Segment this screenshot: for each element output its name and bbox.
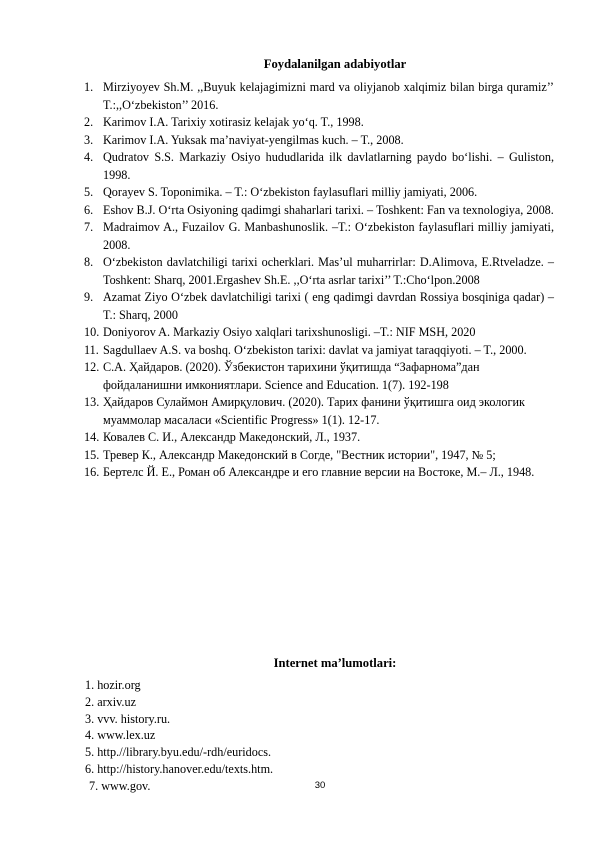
internet-source-item: 5. http.//library.byu.edu/-rdh/euridocs. <box>85 745 272 760</box>
bibliography-item-text: С.А. Ҳайдаров. (2020). Ўзбекистон тарихини ўқитишда “Зафарнома”дан фойдаланишни имкониятлари. Science and Education. 1(7). 192-198 <box>103 360 480 392</box>
bibliography-item-number: 5. <box>84 185 94 199</box>
bibliography-item-number: 9. <box>84 290 94 304</box>
bibliography-item <box>84 132 554 150</box>
bibliography-item <box>84 219 554 254</box>
internet-source-item: 6. http://history.hanover.edu/texts.htm. <box>85 761 274 776</box>
bibliography-item <box>84 184 554 202</box>
bibliography-item-number: 11. <box>84 342 99 357</box>
bibliography-item <box>84 394 554 429</box>
internet-source-item: 4. www.lex.uz <box>85 728 156 743</box>
bibliography-item <box>84 464 554 482</box>
bibliography-item-number: 1. <box>84 80 94 94</box>
bibliography-item-number: 16. <box>84 465 100 479</box>
bibliography-item-number: 3. <box>84 132 94 147</box>
bibliography-item <box>84 289 554 324</box>
bibliography-item-text: Mirziyoyev Sh.M. ,,Buyuk kelajagimizni mard va oliyjanob xalqimiz bilan birga quramiz’’ T.:,,O‘zbekiston’’ 2016. <box>103 80 554 112</box>
bibliography-item-text: Бертелс Й. Е., Роман об Александре и его главние версии на Востоке, М.– Л., 1948. <box>103 465 535 479</box>
bibliography-item-number: 2. <box>84 115 94 129</box>
bibliography-item-text: Azamat Ziyo O‘zbek davlatchiligi tarixi ( eng qadimgi davrdan Rossiya bosqiniga qadar) –T.: Sharq, 2000 <box>103 290 554 322</box>
bibliography-item-number: 12. <box>84 360 100 374</box>
bibliography-item <box>84 342 554 360</box>
bibliography-item-text: Eshov B.J. O‘rta Osiyoning qadimgi shaharlari tarixi. – Toshkent: Fan va texnologiya, 2008. <box>103 202 554 217</box>
bibliography-item-number: 4. <box>84 150 94 164</box>
bibliography-item-text: Qudratov S.S. Markaziy Osiyo hududlarida ilk davlatlarning paydo bo‘lishi. – Guliston, 1998. <box>103 150 554 182</box>
bibliography-item-text: Karimov I.A. Yuksak ma’naviyat-yengilmas kuch. – T., 2008. <box>103 132 404 147</box>
bibliography-item-text: O‘zbekiston davlatchiligi tarixi ocherklari. Mas’ul muharrirlar: D.Alimova, E.Rtveladze. – Toshkent: Sharq, 2001.Ergashev Sh.E. ,,O‘rta asrlar tarixi’’ T.:Cho‘lpon.2008 <box>103 255 554 287</box>
bibliography-item-number: 15. <box>84 447 100 462</box>
internet-source-item: 7. www.gov. <box>89 778 151 793</box>
internet-sources-heading: Internet ma’lumotlari: <box>273 656 397 670</box>
internet-source-item: 1. hozir.org <box>85 678 141 692</box>
bibliography-item-number: 6. <box>84 202 94 217</box>
internet-source-item: 3. vvv. history.ru. <box>85 711 171 726</box>
bibliography-item-text: Тревер К., Александр Македонский в Согде, "Вестник истории", 1947, № 5; <box>103 447 496 462</box>
bibliography-item-text: Karimov I.A. Tarixiy xotirasiz kelajak yo‘q. T., 1998. <box>103 115 364 129</box>
bibliography-item-text: Ҳайдаров Сулаймон Амирқулович. (2020). Тарих фанини ўқитишга оид экологик муаммолар масаласи «Scientific Progress» 1(1). 12-17. <box>103 395 525 427</box>
internet-sources-list <box>85 677 273 795</box>
bibliography-item <box>84 447 554 465</box>
bibliography-heading: Foydalanilgan adabiyotlar <box>263 57 407 71</box>
bibliography-item <box>84 429 554 447</box>
bibliography-item-text: Sagdullaev A.S. va boshq. O‘zbekiston tarixi: davlat va jamiyat taraqqiyoti. – T., 2000. <box>103 342 527 357</box>
bibliography-item <box>84 324 554 342</box>
bibliography-item <box>84 254 554 289</box>
bibliography-item-text: Madraimov A., Fuzailov G. Manbashunoslik. –T.: O‘zbekiston faylasuflari milliy jamiyati, 2008. <box>103 220 554 252</box>
bibliography-item <box>84 79 554 114</box>
bibliography-item <box>84 114 554 132</box>
bibliography-item-text: Doniyorov A. Markaziy Osiyo xalqlari tarixshunosligi. –T.: NIF MSH, 2020 <box>103 325 476 339</box>
bibliography-item-number: 7. <box>84 220 94 234</box>
bibliography-item <box>84 359 554 394</box>
bibliography-item-number: 10. <box>84 325 100 339</box>
page-number: 30 <box>314 780 326 791</box>
bibliography-list <box>84 79 554 482</box>
bibliography-item-number: 14. <box>84 430 100 444</box>
bibliography-item <box>84 149 554 184</box>
bibliography-item <box>84 202 554 220</box>
internet-source-item: 2. arxiv.uz <box>85 694 136 709</box>
bibliography-item-number: 13. <box>84 395 100 409</box>
bibliography-item-text: Qorayev S. Toponimika. – T.: O‘zbekiston faylasuflari milliy jamiyati, 2006. <box>103 185 478 199</box>
bibliography-item-text: Ковалев С. И., Александр Македонский, Л., 1937. <box>103 430 361 444</box>
bibliography-item-number: 8. <box>84 255 94 269</box>
